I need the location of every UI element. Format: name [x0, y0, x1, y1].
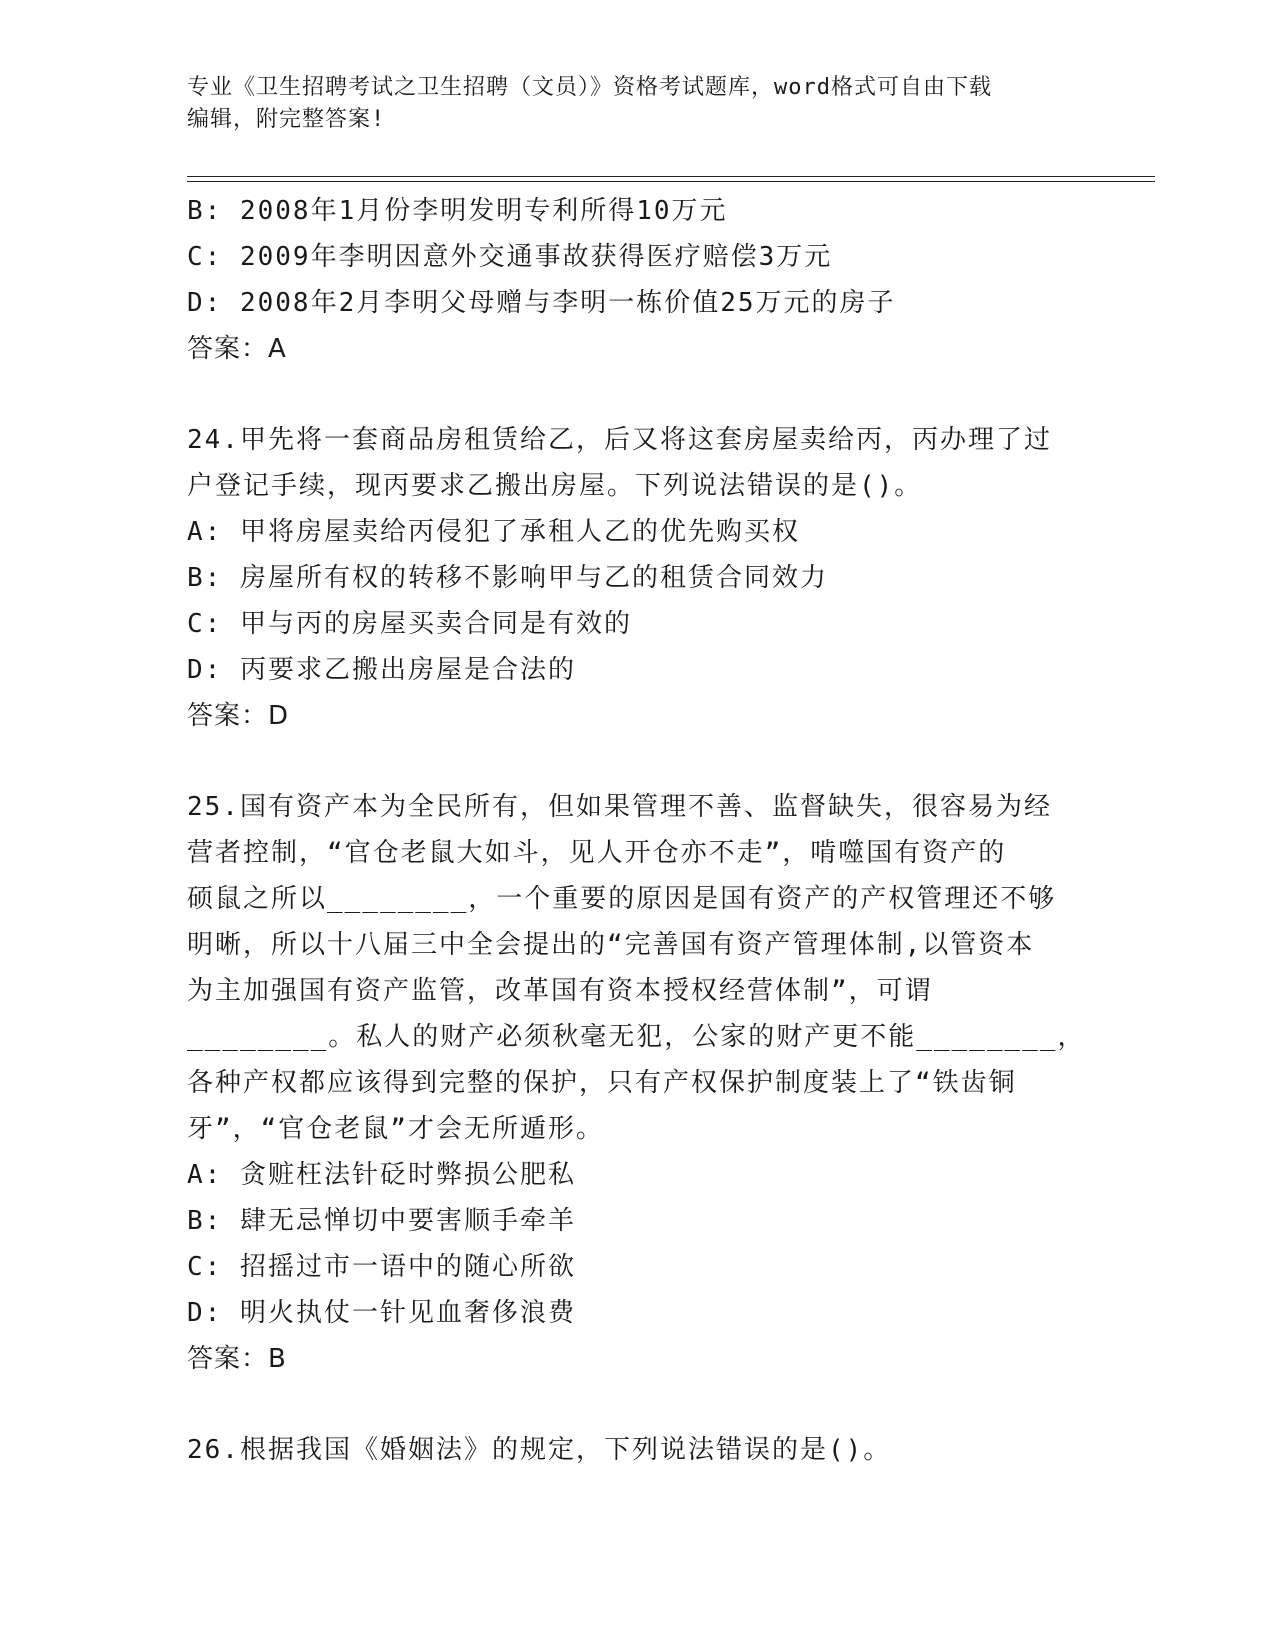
- q25-answer: 答案：B: [187, 1344, 287, 1374]
- q24-option-c: C: 甲与丙的房屋买卖合同是有效的: [187, 609, 632, 639]
- question-26-block: [187, 1427, 1087, 1473]
- q23-option-c: C: 2009年李明因意外交通事故获得医疗赔偿3万元: [187, 242, 833, 272]
- q25-stem-line-7: 各种产权都应该得到完整的保护，只有产权保护制度装上了“铁齿铜: [187, 1068, 1017, 1098]
- header-line-2: 编辑，附完整答案!: [187, 107, 386, 132]
- header-divider-bottom: [187, 181, 1155, 182]
- q25-stem-line-2: 营者控制，“官仓老鼠大如斗，见人开仓亦不走”，啃噬国有资产的: [187, 838, 1007, 868]
- spacer: [187, 372, 1087, 417]
- q25-stem-line-5: 为主加强国有资产监管，改革国有资本授权经营体制”，可谓: [187, 976, 933, 1006]
- q24-answer: 答案：D: [187, 701, 290, 731]
- q24-option-d: D: 丙要求乙搬出房屋是合法的: [187, 655, 576, 685]
- q24-stem-line-1: 24.甲先将一套商品房租赁给乙，后又将这套房屋卖给丙，丙办理了过: [187, 425, 1052, 455]
- question-23-block: [187, 188, 1087, 372]
- q23-answer: 答案：A: [187, 334, 287, 364]
- q24-option-b: B: 房屋所有权的转移不影响甲与乙的租赁合同效力: [187, 563, 828, 593]
- q23-option-d: D: 2008年2月李明父母赠与李明一栋价值25万元的房子: [187, 288, 896, 318]
- q25-stem-line-8: 牙”，“官仓老鼠”才会无所遁形。: [187, 1114, 604, 1144]
- header-line-1: 专业《卫生招聘考试之卫生招聘（文员）》资格考试题库，word格式可自由下载: [187, 75, 992, 100]
- question-24-block: [187, 417, 1087, 739]
- q25-option-c: C: 招摇过市一语中的随心所欲: [187, 1252, 576, 1282]
- q25-option-a: A: 贪赃枉法针砭时弊损公肥私: [187, 1160, 576, 1190]
- q25-stem-line-4: 明晰，所以十八届三中全会提出的“完善国有资产管理体制,以管资本: [187, 930, 1035, 960]
- q26-stem-line-1: 26.根据我国《婚姻法》的规定，下列说法错误的是()。: [187, 1435, 892, 1465]
- q23-option-b: B: 2008年1月份李明发明专利所得10万元: [187, 196, 728, 226]
- q25-option-d: D: 明火执仗一针见血奢侈浪费: [187, 1298, 576, 1328]
- q25-stem-line-3: 硕鼠之所以________，一个重要的原因是国有资产的产权管理还不够: [187, 884, 1057, 914]
- header-divider-top: [187, 176, 1155, 177]
- q25-option-b: B: 肆无忌惮切中要害顺手牵羊: [187, 1206, 576, 1236]
- spacer: [187, 739, 1087, 784]
- q24-option-a: A: 甲将房屋卖给丙侵犯了承租人乙的优先购买权: [187, 517, 800, 547]
- q25-stem-line-6: ________。私人的财产必须秋毫无犯，公家的财产更不能________，: [187, 1022, 1086, 1052]
- question-content: [187, 188, 1087, 1473]
- spacer: [187, 1382, 1087, 1427]
- q25-stem-line-1: 25.国有资产本为全民所有，但如果管理不善、监督缺失，很容易为经: [187, 792, 1052, 822]
- q24-stem-line-2: 户登记手续，现丙要求乙搬出房屋。下列说法错误的是()。: [187, 471, 923, 501]
- document-header: [187, 72, 1087, 136]
- question-25-block: [187, 784, 1087, 1382]
